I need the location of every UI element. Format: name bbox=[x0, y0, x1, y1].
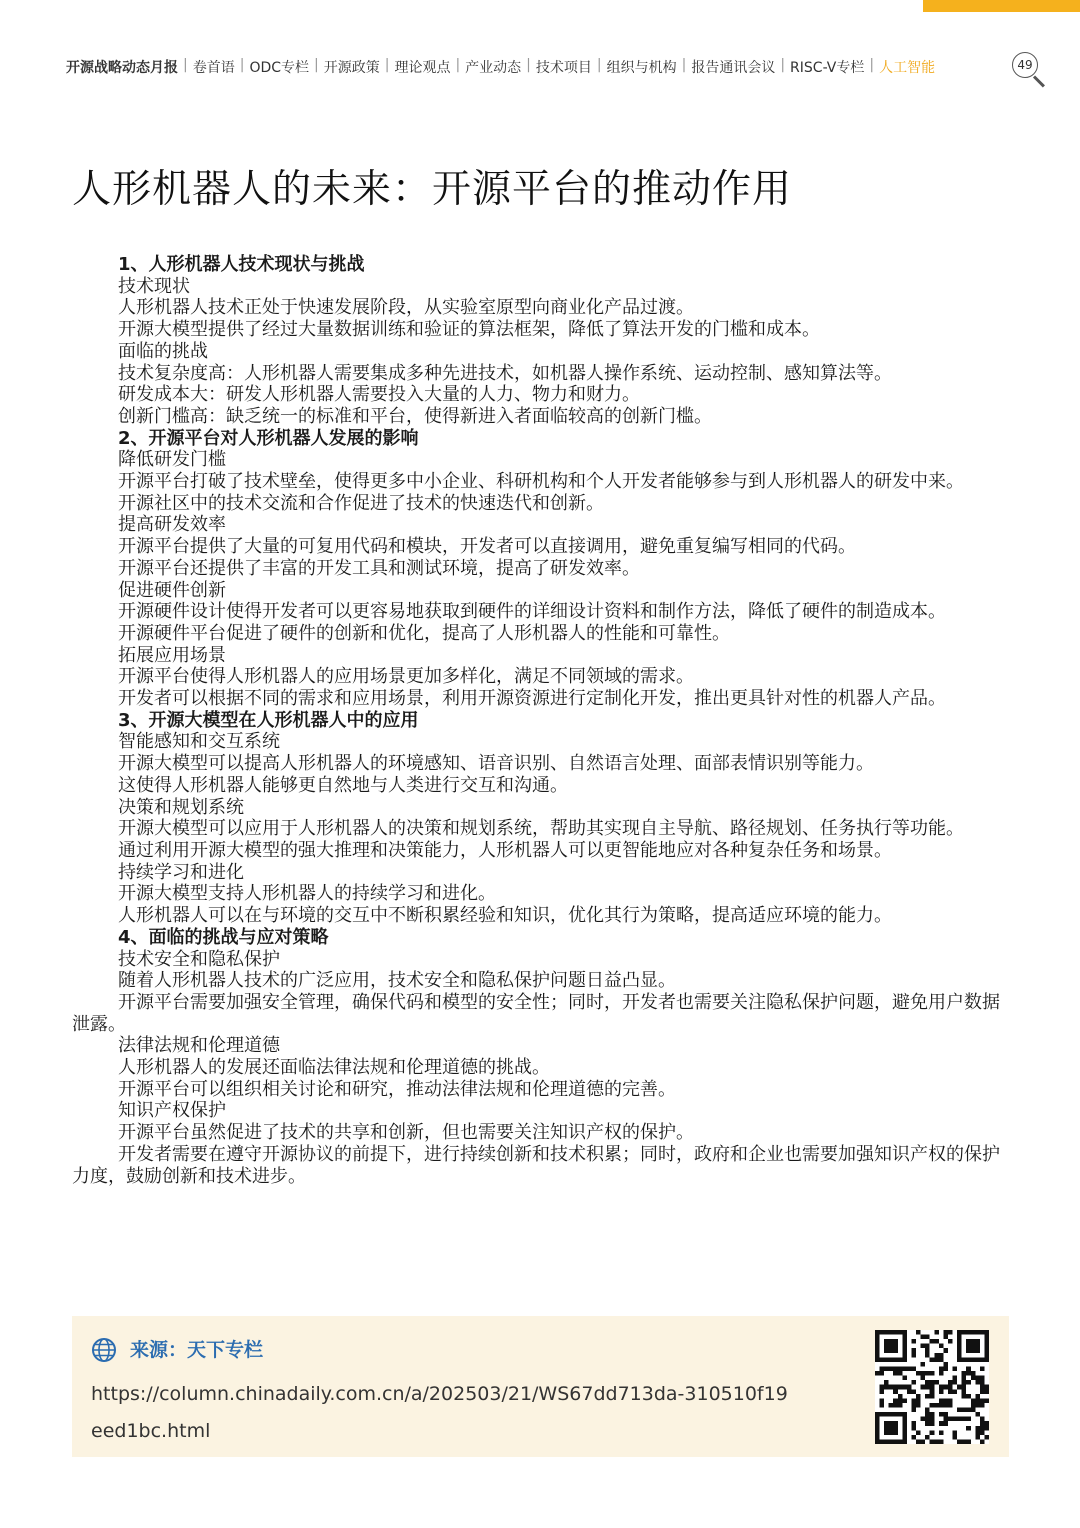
paragraph: 开源硬件平台促进了硬件的创新和优化，提高了人形机器人的性能和可靠性。 bbox=[118, 622, 730, 644]
paragraph: 开源大模型可以提高人形机器人的环境感知、语音识别、自然语言处理、面部表情识别等能力。 bbox=[118, 753, 874, 775]
paragraph: 创新门槛高：缺乏统一的标准和平台，使得新进入者面临较高的创新门槛。 bbox=[118, 405, 712, 427]
nav-item[interactable]: 组织与机构 bbox=[606, 60, 677, 76]
article-title: 人形机器人的未来：开源平台的推动作用 bbox=[72, 167, 793, 212]
nav-separator: | bbox=[455, 57, 461, 73]
nav-item[interactable]: 人工智能 bbox=[879, 60, 936, 76]
magnifier-handle-icon bbox=[1033, 75, 1045, 87]
header-accent-bar bbox=[923, 0, 1080, 12]
paragraph: 开源平台需要加强安全管理，确保代码和模型的安全性；同时，开发者也需要关注隐私保护问题，避免用户数据泄露。 bbox=[72, 991, 1000, 1035]
nav-separator: | bbox=[780, 57, 786, 73]
nav-separator: | bbox=[384, 57, 390, 73]
paragraph: 开源平台可以组织相关讨论和研究，推动法律法规和伦理道德的完善。 bbox=[118, 1078, 676, 1100]
article-body bbox=[72, 254, 1012, 1187]
paragraph: 决策和规划系统 bbox=[118, 796, 244, 818]
paragraph: 降低研发门槛 bbox=[118, 449, 226, 471]
source-url-link[interactable]: https://column.chinadaily.com.cn/a/202503/21/WS67dd713da-310510f19eed1bc.html bbox=[91, 1383, 788, 1442]
paragraph: 知识产权保护 bbox=[118, 1100, 226, 1122]
paragraph: 持续学习和进化 bbox=[118, 861, 244, 883]
paragraph: 开源社区中的技术交流和合作促进了技术的快速迭代和创新。 bbox=[118, 492, 604, 514]
paragraph: 开发者可以根据不同的需求和应用场景，利用开源资源进行定制化开发，推出更具针对性的机器人产品。 bbox=[118, 688, 946, 710]
paragraph: 开发者需要在遵守开源协议的前提下，进行持续创新和技术积累；同时，政府和企业也需要加强知识产权的保护力度，鼓励创新和技术进步。 bbox=[72, 1143, 1000, 1187]
paragraph: 开源大模型支持人形机器人的持续学习和进化。 bbox=[118, 883, 496, 905]
paragraph: 面临的挑战 bbox=[118, 340, 208, 362]
source-box bbox=[72, 1316, 1009, 1457]
nav-item[interactable]: 卷首语 bbox=[192, 60, 235, 76]
nav-item[interactable]: 开源政策 bbox=[323, 60, 380, 76]
paragraph: 技术安全和隐私保护 bbox=[118, 948, 280, 970]
nav-item[interactable]: ODC专栏 bbox=[249, 60, 310, 76]
paragraph: 开源大模型提供了经过大量数据训练和验证的算法框架，降低了算法开发的门槛和成本。 bbox=[118, 319, 820, 341]
paragraph: 法律法规和伦理道德 bbox=[118, 1035, 280, 1057]
nav-separator: | bbox=[239, 57, 245, 73]
nav-separator: | bbox=[183, 57, 188, 73]
source-label: 来源：天下专栏 bbox=[130, 1339, 264, 1361]
paragraph: 人形机器人的发展还面临法律法规和伦理道德的挑战。 bbox=[118, 1057, 550, 1079]
globe-icon bbox=[91, 1337, 117, 1363]
nav-items bbox=[178, 57, 935, 77]
brand-title: 开源战略动态月报 bbox=[66, 60, 178, 76]
paragraph: 这使得人形机器人能够更自然地与人类进行交互和沟通。 bbox=[118, 774, 568, 796]
paragraph: 促进硬件创新 bbox=[118, 579, 226, 601]
paragraph: 通过利用开源大模型的强大推理和决策能力，人形机器人可以更智能地应对各种复杂任务和场景。 bbox=[118, 839, 892, 861]
page-number: 49 bbox=[1012, 52, 1038, 78]
page-number-badge bbox=[1012, 52, 1050, 90]
paragraph: 开源平台提供了大量的可复用代码和模块，开发者可以直接调用，避免重复编写相同的代码。 bbox=[118, 536, 856, 558]
paragraph: 开源大模型可以应用于人形机器人的决策和规划系统，帮助其实现自主导航、路径规划、任务执行等功能。 bbox=[118, 818, 964, 840]
paragraph: 开源平台虽然促进了技术的共享和创新，但也需要关注知识产权的保护。 bbox=[118, 1122, 694, 1144]
nav-item[interactable]: 技术项目 bbox=[535, 60, 592, 76]
top-nav bbox=[66, 56, 935, 78]
paragraph: 人形机器人可以在与环境的交互中不断积累经验和知识，优化其行为策略，提高适应环境的能力。 bbox=[118, 905, 892, 927]
nav-separator: | bbox=[681, 57, 687, 73]
nav-separator: | bbox=[596, 57, 602, 73]
paragraph: 智能感知和交互系统 bbox=[118, 731, 280, 753]
section-heading: 1、人形机器人技术现状与挑战 bbox=[118, 254, 365, 275]
qr-code-icon[interactable] bbox=[875, 1330, 989, 1444]
section-heading: 4、面临的挑战与应对策略 bbox=[118, 926, 329, 948]
paragraph: 拓展应用场景 bbox=[118, 644, 226, 666]
paragraph: 研发成本大：研发人形机器人需要投入大量的人力、物力和财力。 bbox=[118, 384, 640, 406]
section-heading: 2、开源平台对人形机器人发展的影响 bbox=[118, 427, 419, 449]
nav-item[interactable]: 理论观点 bbox=[394, 60, 451, 76]
paragraph: 开源平台打破了技术壁垒，使得更多中小企业、科研机构和个人开发者能够参与到人形机器人的研发中来。 bbox=[118, 471, 964, 493]
paragraph: 开源平台还提供了丰富的开发工具和测试环境，提高了研发效率。 bbox=[118, 557, 640, 579]
paragraph: 开源硬件设计使得开发者可以更容易地获取到硬件的详细设计资料和制作方法，降低了硬件的制造成本。 bbox=[118, 601, 946, 623]
paragraph: 随着人形机器人技术的广泛应用，技术安全和隐私保护问题日益凸显。 bbox=[118, 970, 676, 992]
nav-separator: | bbox=[526, 57, 531, 73]
paragraph: 提高研发效率 bbox=[118, 514, 226, 536]
paragraph: 开源平台使得人形机器人的应用场景更加多样化，满足不同领域的需求。 bbox=[118, 666, 694, 688]
nav-item[interactable]: 报告通讯会议 bbox=[691, 60, 776, 76]
paragraph: 技术复杂度高：人形机器人需要集成多种先进技术，如机器人操作系统、运动控制、感知算法等。 bbox=[118, 362, 892, 384]
nav-separator: | bbox=[314, 57, 319, 73]
section-heading: 3、开源大模型在人形机器人中的应用 bbox=[118, 709, 419, 731]
paragraph: 技术现状 bbox=[118, 275, 190, 297]
nav-item[interactable]: 产业动态 bbox=[465, 60, 522, 76]
paragraph: 人形机器人技术正处于快速发展阶段，从实验室原型向商业化产品过渡。 bbox=[118, 297, 694, 319]
nav-item[interactable]: RISC-V专栏 bbox=[790, 60, 865, 76]
nav-separator: | bbox=[869, 57, 875, 73]
